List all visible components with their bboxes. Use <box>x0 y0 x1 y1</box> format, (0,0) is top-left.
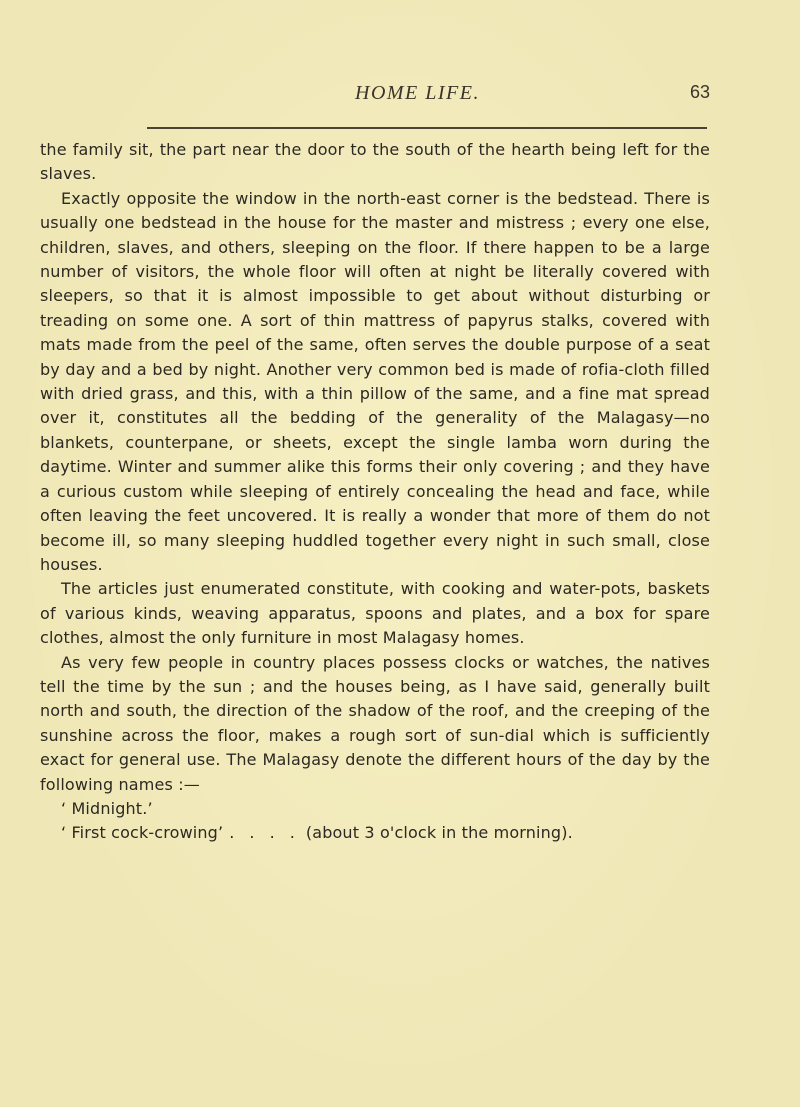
paragraph-furniture: The articles just enumerated constitute, with cooking and water-pots, baskets of various kinds, weaving apparatus, spoons and plates, and a box for spare clothes, almost the only furniture in most Malagasy homes. <box>40 579 710 648</box>
hour-note: (about 3 o'clock in the morning). <box>305 823 573 843</box>
hour-list-item <box>40 821 710 845</box>
running-title: HOME LIFE. <box>355 82 480 104</box>
hour-name: ‘ Midnight.’ <box>61 798 153 818</box>
page-number: 63 <box>689 82 710 102</box>
dot-leader: . . . . <box>229 823 300 843</box>
body-text <box>40 138 710 846</box>
paragraph-time-telling: As very few people in country places possess clocks or watches, the natives tell the time by the sun ; and the houses being, as I have said, generally built north and south, the direction of the shadow of the roof, and the creeping of the sunshine across the floor, makes a rough sort of sun-dial which is sufficiently exact for general use. The Malagasy denote the different hours of the day by the following names :— <box>40 652 710 794</box>
paragraph-bedstead: Exactly opposite the window in the north-east corner is the bedstead. There is usually one bedstead in the house for the master and mistress ; every one else, children, slaves, and others, sleeping on the floor. If there happen to be a large number of visitors, the whole floor will often at night be literally covered with sleepers, so that it is almost impossible to get about without disturbing or treading on some one. A sort of thin mattress of papyrus stalks, covered with mats made from the peel of the same, often serves the double purpose of a seat by day and a bed by night. Another very common bed is made of rofia-cloth filled with dried grass, and this, with a thin pillow of the same, and a fine mat spread over it, constitutes all the bedding of the generality of the Malagasy—no blankets, counterpane, or sheets, except the single lamba worn during the daytime. Winter and summer alike this forms their only covering ; and they have a curious custom while sleeping of entirely concealing the head and face, while often leaving the feet uncovered. It is really a wonder that more of them do not become ill, so many sleeping huddled together every night in such small, close houses. <box>40 188 710 574</box>
header-rule <box>147 127 707 129</box>
hour-name: ‘ First cock-crowing’ <box>61 823 224 843</box>
hour-list-item <box>40 797 710 821</box>
paragraph-continuation: the family sit, the part near the door to the south of the hearth being left for the slaves. <box>40 140 710 184</box>
hour-names-list <box>40 797 710 846</box>
running-head <box>125 82 710 114</box>
